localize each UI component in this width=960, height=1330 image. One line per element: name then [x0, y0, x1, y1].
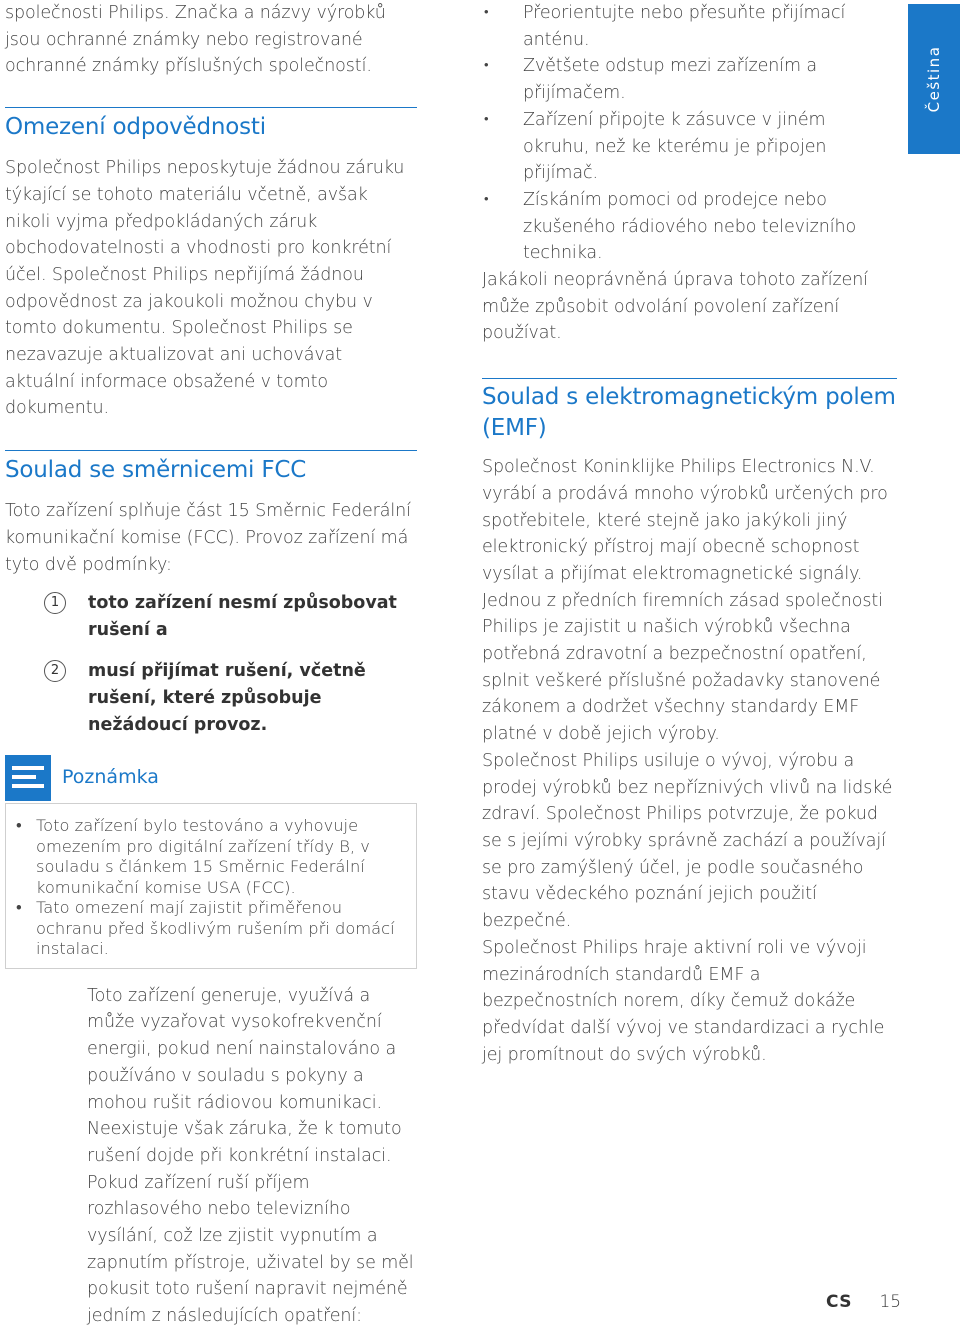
page-number: 15 — [879, 1292, 902, 1312]
note-box — [5, 803, 417, 969]
emf-paragraph: Společnost Philips hraje aktivní roli ve vývoji mezinárodních standardů EMF a bezpečnostních norem, díky čemuž dokáže předvídat další vývoj ve standardizaci a rychle jej promítnout do svých výrobků. — [482, 937, 885, 1065]
page-footer — [826, 1292, 901, 1312]
note-icon — [5, 755, 51, 801]
modification-text: Jakákoli neoprávněná úprava tohoto zařízení může způsobit odvolání povolení zařízení používat. — [482, 270, 868, 344]
note-item: • Toto zařízení bylo testováno a vyhovuje omezením pro digitální zařízení třídy B, v souladu s článkem 15 Směrnic Federální komunikační komise USA (FCC). — [14, 816, 406, 898]
measure-item: • Zvětšete odstup mezi zařízením a přijímačem. — [482, 53, 897, 106]
number-badge: 2 — [44, 660, 66, 682]
language-tab — [908, 4, 960, 154]
section-rule — [5, 450, 417, 451]
note-item: • Tato omezení mají zajistit přiměřenou ochranu před škodlivým rušením při domácí instalaci. — [14, 898, 406, 960]
measure-item: • Zařízení připojte k zásuvce v jiném okruhu, než ke kterému je připojen přijímač. — [482, 107, 897, 187]
section-rule — [482, 378, 897, 379]
disclaimer-text: Společnost Philips neposkytuje žádnou záruku týkající se tohoto materiálu včetně, avšak nikoli vyjma předpokládaných záruk obchodovatelnosti a vhodnosti pro konkrétní účel. Společnost Philips nepřijímá žádnou odpovědnost za jakoukoli možnou chybu v tomto dokumentu. Společnost Philips se nezavazuje aktualizovat ani uchovávat aktuální informace obsažené v tomto dokumentu. — [5, 158, 405, 419]
intro-paragraph: společnosti Philips. Značka a názvy výrobků jsou ochranné známky nebo registrované ochranné známky příslušných společností. — [5, 3, 386, 77]
note-block — [5, 755, 417, 969]
language-tab-label: Čeština — [925, 45, 943, 113]
disclaimer-heading: Omezení odpovědnosti — [5, 114, 266, 141]
emf-paragraph: Společnost Koninklijke Philips Electronics N.V. vyrábí a prodává mnoho výrobků určených pro spotřebitele, které stejně jako jakýkoli jiný elektronický přístroj mají obecně schopnost vysílat a přijímat elektromagnetické signály. — [482, 457, 888, 584]
rf-paragraph: Toto zařízení generuje, využívá a může vyzařovat vysokofrekvenční energii, pokud není nainstalováno a používáno v souladu s pokyny a mohou rušit rádiovou komunikaci. Neexistuje však záruka, že k tomuto rušení dojde při konkrétní instalaci. Pokud zařízení ruší příjem rozhlasového nebo televizního vysílání, což lze zjistit vypnutím a zapnutím přístroje, uživatel by se měl pokusit toto rušení napravit nejméně jedním z následujících opatření: — [87, 985, 414, 1327]
fcc-conditions — [5, 590, 417, 739]
note-header — [5, 755, 417, 803]
right-column — [482, 0, 897, 1068]
condition-item — [5, 658, 417, 739]
left-column — [5, 0, 417, 1330]
measure-item: • Přeorientujte nebo přesuňte přijímací anténu. — [482, 0, 897, 53]
measures-list — [482, 0, 897, 267]
condition-text: toto zařízení nesmí způsobovat rušení a — [88, 593, 397, 641]
fcc-text: Toto zařízení splňuje část 15 Směrnic Federální komunikační komise (FCC). Provoz zařízení má tyto dvě podmínky: — [5, 501, 411, 575]
note-list — [14, 816, 406, 960]
emf-heading: Soulad s elektromagnetickým polem (EMF) — [482, 384, 896, 442]
emf-paragraph: Jednou z předních firemních zásad společnosti Philips je zajistit u našich výrobků všechna potřebná zdravotní a bezpečnostní opatření, splnit veškeré příslušné požadavky stanovené zákonem a dodržet všechny standardy EMF platné v době jejich výroby. — [482, 590, 883, 745]
measure-item: • Získáním pomoci od prodejce nebo zkušeného rádiového nebo televizního technika. — [482, 187, 897, 267]
number-badge: 1 — [44, 592, 66, 614]
section-rule — [5, 107, 417, 108]
note-label: Poznámka — [62, 766, 159, 789]
condition-text: musí přijímat rušení, včetně rušení, které způsobuje nežádoucí provoz. — [88, 661, 366, 736]
condition-item — [5, 590, 417, 644]
fcc-heading: Soulad se směrnicemi FCC — [5, 457, 307, 484]
footer-language: CS — [826, 1292, 853, 1312]
emf-paragraph: Společnost Philips usiluje o vývoj, výrobu a prodej výrobků bez nepříznivých vlivů na lidské zdraví. Společnost Philips potvrzuje, že pokud se s jejími výrobky správně zachází a používají se pro zamýšlený účel, je podle současného stavu vědeckého poznání jejich použití bezpečné. — [482, 750, 893, 932]
